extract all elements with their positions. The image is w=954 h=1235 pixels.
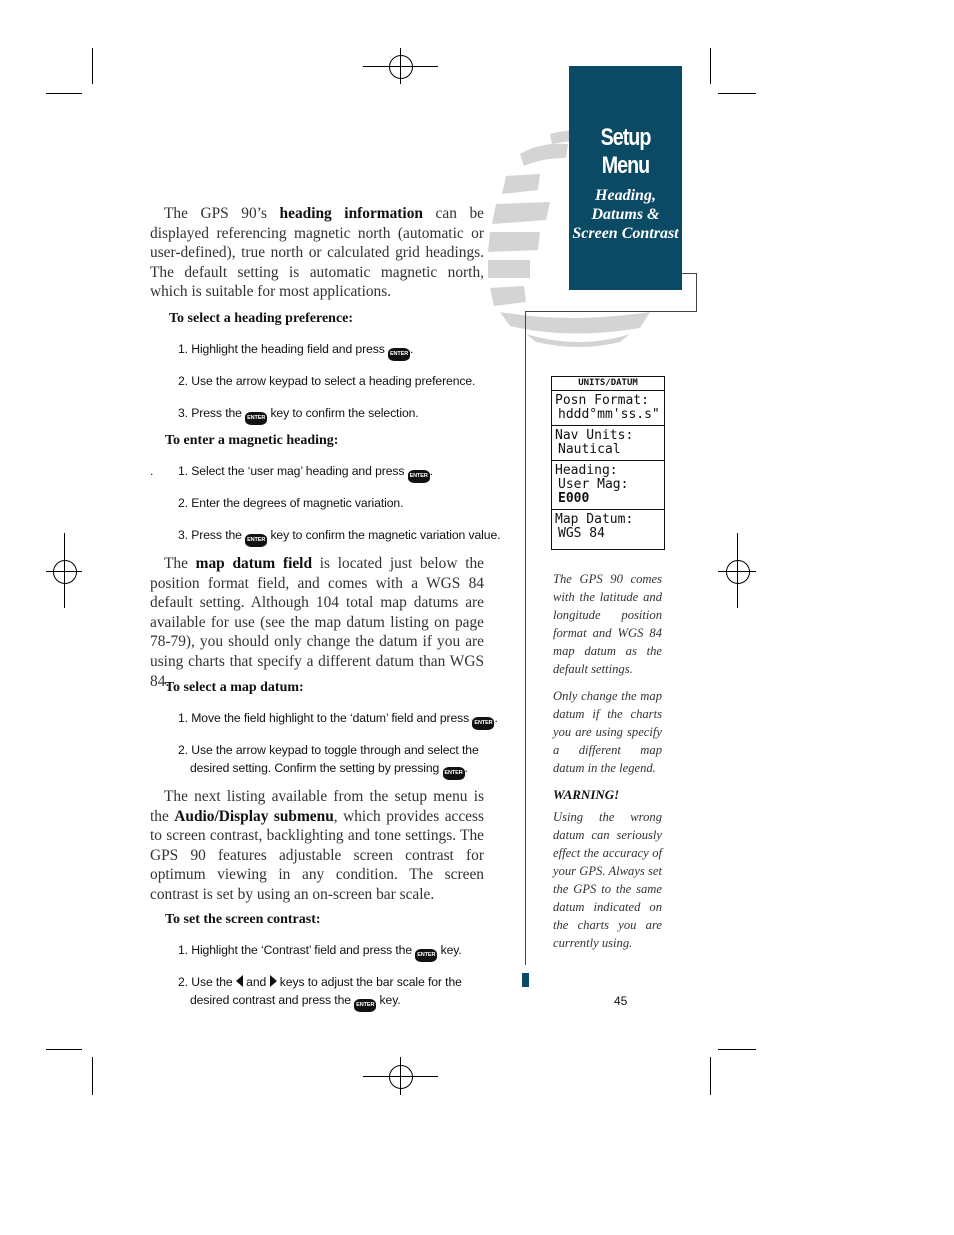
enter-key-icon: ENTER [388,348,410,361]
section-subtitle: Heading, Datums & Screen Contrast [572,187,679,242]
column-divider [525,311,526,965]
enter-key-icon: ENTER [408,470,430,483]
bracket-line [682,273,697,274]
page-number: 45 [614,994,628,1008]
enter-key-icon: ENTER [354,999,376,1012]
mag-heading-step-1: 1. Select the ‘user mag’ heading and press ENTER . [178,462,433,483]
crop-mark [46,1049,82,1050]
crop-mark [92,48,93,84]
sidebar-note-datum: Only change the map datum if the charts you are using specify a different map datum in the legend. [553,689,662,775]
audio-display-paragraph: The next listing available from the setup menu is the Audio/Display submenu, which provides access to screen contrast, backlighting and tone settings. The GPS 90 features adjustable screen contrast for optimum viewing in any condition. The screen contrast is set by using an on-screen bar scale. [150,788,484,903]
enter-key-icon: ENTER [415,949,437,962]
lcd-screen [551,376,665,550]
enter-key-icon: ENTER [245,534,267,547]
left-arrow-key-icon [236,975,243,987]
warning-text: Using the wrong datum can seriously effect the accuracy of your GPS. Always set the GPS to the same datum indicated on the charts you are currently using. [553,810,662,950]
crop-mark [46,93,82,94]
mag-heading-step-3: 3. Press the ENTER key to confirm the magnetic variation value. [178,526,500,547]
bracket-line [696,273,697,312]
mag-heading-step-2: 2. Enter the degrees of magnetic variation. [178,496,404,510]
lcd-nav-units: Nav Units: Nautical [552,426,664,461]
lcd-position-format: Posn Format: hddd°mm'ss.s" [552,391,664,426]
crop-mark [710,48,711,84]
lcd-title: UNITS/DATUM [552,377,664,391]
datum-paragraph: The map datum field is located just below the position format field, and comes with a WGS 84 default setting. Although 104 total map datums are available for use (see the map datum listing on page 78-79), you should only change the datum if you are using charts that specify a different datum than WGS 84. [150,555,484,690]
map-datum-title: To select a map datum: [165,680,304,695]
enter-key-icon: ENTER [472,717,494,730]
heading-preference-title: To select a heading preference: [169,311,354,326]
contrast-step-2: 2. Use the and keys to adjust the bar scale for the desired contrast and press the ENTER key. [178,973,462,1012]
intro-paragraph: The GPS 90’s heading information can be displayed referencing magnetic north (automatic or user-defined), true north or calculated grid headings. The default setting is automatic magnetic north, which is suitable for most applications. [150,205,484,301]
heading-pref-step-1: 1. Highlight the heading field and press ENTER . [178,340,413,361]
heading-pref-step-3: 3. Press the ENTER key to confirm the selection. [178,404,419,425]
map-datum-step-1: 1. Move the field highlight to the ‘datum’ field and press ENTER . [178,709,498,730]
section-tab [569,66,682,290]
heading-pref-step-2: 2. Use the arrow keypad to select a heading preference. [178,374,476,388]
right-arrow-key-icon [270,975,277,987]
crop-mark [718,93,756,94]
enter-key-icon: ENTER [443,767,465,780]
magnetic-heading-title: To enter a magnetic heading: [165,433,339,448]
bracket-line [525,311,697,312]
sidebar-note-defaults: The GPS 90 comes with the latitude and longitude position format and WGS 84 map datum as the default settings. [553,572,662,676]
bullet-dot: . [150,464,154,478]
crop-mark [92,1057,93,1095]
enter-key-icon: ENTER [245,412,267,425]
lcd-heading: Heading: User Mag: E000 [552,461,664,510]
contrast-step-1: 1. Highlight the ‘Contrast’ field and press the ENTER key. [178,941,462,962]
lcd-map-datum: Map Datum: WGS 84 [555,512,634,541]
page-marker [522,973,529,987]
section-title: Setup Menu [600,124,651,179]
crop-mark [710,1057,711,1095]
crop-mark [718,1049,756,1050]
map-datum-step-2: 2. Use the arrow keypad to toggle through and select the desired setting. Confirm the setting by pressing ENTER . [178,741,479,780]
warning-title: WARNING! [553,787,620,802]
screen-contrast-title: To set the screen contrast: [165,912,321,927]
